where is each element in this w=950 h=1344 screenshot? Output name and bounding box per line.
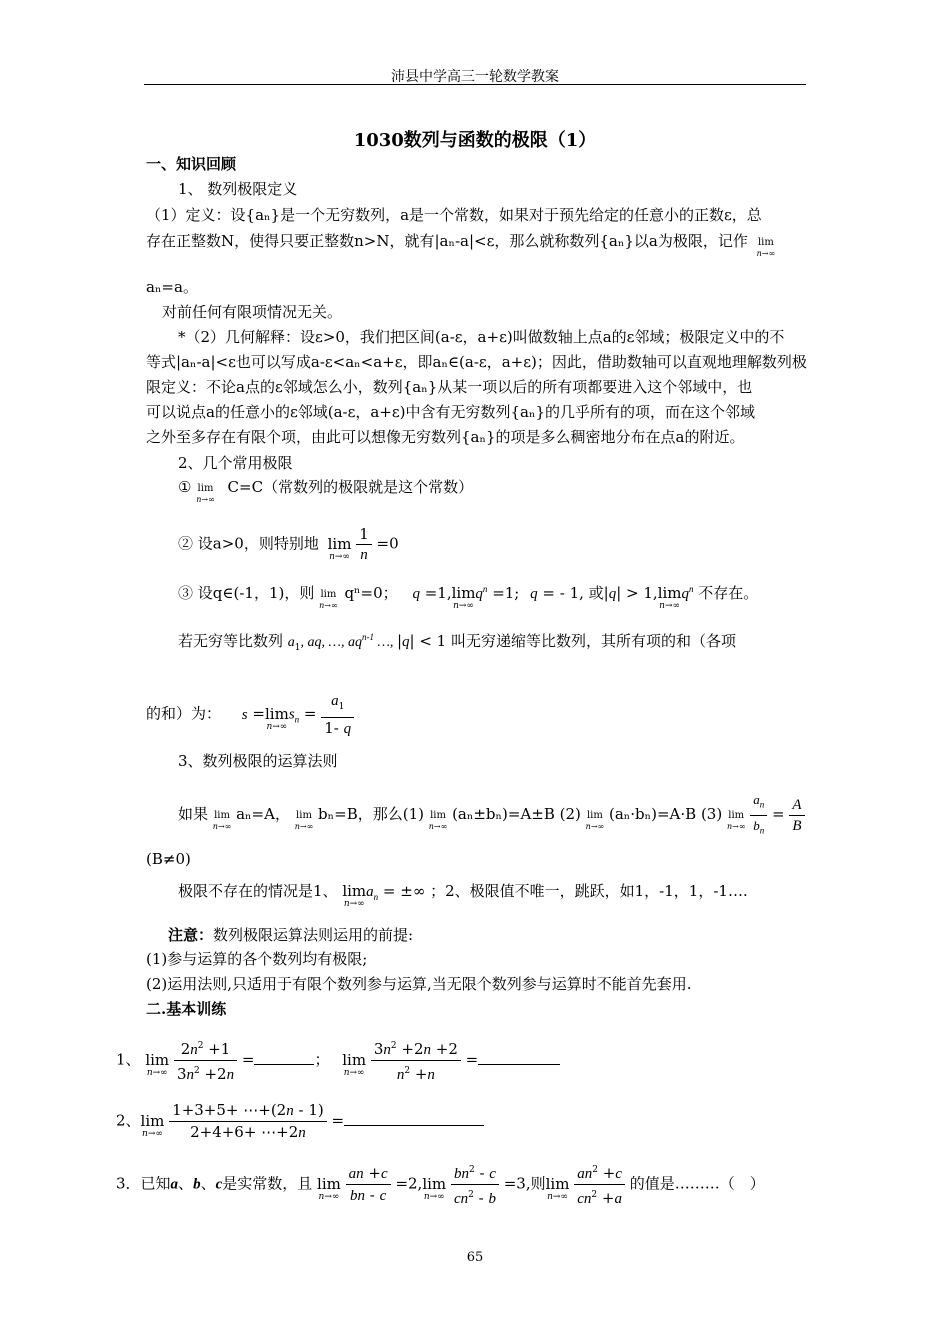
note-text: 数列极限运算法则运用的前提: <box>213 926 414 944</box>
subheading-definition: 1、 数列极限定义 <box>178 180 298 198</box>
note-item-2: (2)运用法则,只适用于有限个数列参与运算,当无限个数列参与运算时不能首先套用. <box>146 975 692 993</box>
geometric-series-pre: 若无穷等比数列 <box>178 632 284 650</box>
no-limit-line: 极限不存在的情况是1、 lim n→∞ $a_n$ = ±∞ ；2、极限值不唯一，跳跃，如1，-1，1，-1…. <box>178 882 748 909</box>
no-limit-post: ；2、极限值不唯一，跳跃，如1，-1，1，-1…. <box>430 882 748 900</box>
exercise-3: 3．已知a、b、c是实常数，且 lim n→∞ $\frac{an +c}{bn - c}$ =2, lim n→∞ $\frac{bn^2 - c}{cn^2 - b}$ =3,则 lim n→∞ $\frac{an^2 +c}{cn^2 +a}$ 的值是………（ ） <box>116 1160 765 1209</box>
common-limit-3: ③ 设q∈(-1，1)，则 lim n→∞ qⁿ=0； q =1, lim n→∞ $q^n =1$; q = - 1, 或|q| > 1, lim n→∞ $q^n$ 不存在。 <box>178 584 759 611</box>
section-2-heading: 二.基本训练 <box>146 1000 227 1018</box>
lim-symbol: lim n→∞ <box>212 810 232 832</box>
lim-symbol: lim n→∞ <box>342 882 367 909</box>
lim-symbol: lim n→∞ <box>726 810 746 832</box>
answer-blank[interactable] <box>344 1111 484 1126</box>
fraction-ex1b: $\frac{3n^2 +2n +2}{n^2 +n}$ <box>371 1036 461 1085</box>
lim-symbol: lim n→∞ <box>428 810 448 832</box>
lim-symbol: lim n→∞ <box>585 810 605 832</box>
geometric-series-post: 叫无穷递缩等比数列，其所有项的和（各项 <box>450 632 736 650</box>
rule-2: (aₙ·bₙ)=A·B (3) <box>608 805 723 824</box>
fraction-A-B: $\frac{A}{B}$ <box>789 795 804 836</box>
common-limit-3-end: 不存在。 <box>698 584 759 602</box>
definition-line-2-text: 存在正整数N，使得只要正整数n>N，就有|aₙ-a|<ε，那么就称数列{aₙ}以a为极限，记作 <box>146 232 748 250</box>
infinite-sum-pre: 的和）为： <box>146 704 222 723</box>
note-label: 注意： <box>168 926 214 944</box>
note-line <box>168 924 413 945</box>
infinite-sum-line: 的和）为： s = lim n→∞ $s_n$ = $\frac{a_1}{1- q}$ <box>146 690 354 739</box>
fraction-ex3c: $\frac{an^2 +c}{cn^2 +a}$ <box>574 1160 625 1209</box>
page-header: 沛县中学高三一轮数学教案 <box>391 69 559 85</box>
rule-condition: (B≠0) <box>146 850 191 868</box>
lim-symbol: lim n→∞ <box>317 1174 341 1202</box>
exercise-3-pre: 3．已知 <box>116 1174 171 1193</box>
lim-symbol: lim n→∞ <box>545 1174 570 1202</box>
page-number: 65 <box>466 1250 484 1265</box>
fraction-1-over-n: $\frac{1}{n}$ <box>356 524 372 565</box>
note-item-1: (1)参与运算的各个数列均有极限; <box>146 950 368 968</box>
lim-symbol: lim n→∞ <box>294 810 314 832</box>
common-limit-1: ① lim n→∞ C=C（常数列的极限就是这个常数） <box>178 478 474 504</box>
lim-symbol: lim n→∞ <box>140 1111 165 1139</box>
answer-blank[interactable] <box>254 1050 314 1065</box>
exercise-2-number: 2、 <box>116 1111 141 1130</box>
lim-symbol: lim n→∞ <box>145 1050 170 1078</box>
no-limit-pre: 极限不存在的情况是1、 <box>178 882 338 900</box>
fraction-an-bn: $\frac{a_n}{b_n}$ <box>750 790 767 840</box>
definition-line-4: 对前任何有限项情况无关。 <box>162 303 343 321</box>
geometric-line-4: 可以说点a的任意小的ε邻域(a-ε，a+ε)中含有无穷数列{aₙ}的几乎所有的项，而在这个邻域 <box>146 403 756 421</box>
subheading-operation-rules: 3、数列极限的运算法则 <box>178 752 338 770</box>
lim-symbol: lim n→∞ <box>319 589 338 610</box>
common-limit-1-text: C=C（常数列的极限就是这个常数） <box>227 478 474 496</box>
lim-symbol: lim n→∞ <box>196 483 215 504</box>
lim-symbol: lim n→∞ <box>451 584 476 611</box>
operation-rules-line: 如果 lim n→∞ aₙ=A， lim n→∞ bₙ=B，那么(1) lim n→∞ (aₙ±bₙ)=A±B (2) lim n→∞ (aₙ·bₙ)=A·B (3) lim n→∞ $\frac{a_n}{b_n}$ = $\frac{A}{B}$ <box>178 790 805 840</box>
common-limit-2: ② 设a>0，则特别地 lim n→∞ $\frac{1}{n}$ =0 <box>178 525 399 563</box>
geometric-line-5: 之外至多存在有限个项，由此可以想像无穷数列{aₙ}的项是多么稠密地分布在点a的附近。 <box>146 428 745 446</box>
fraction-ex3a: $\frac{an +c}{bn - c}$ <box>346 1163 391 1206</box>
lim-symbol: lim n→∞ <box>756 237 776 258</box>
exercise-1-number: 1、 <box>116 1050 141 1069</box>
geometric-series-line: 若无穷等比数列 $a_1$, aq, …, $aq^{n-1}$ …, |q| < 1 叫无穷递缩等比数列，其所有项的和（各项 <box>178 632 736 653</box>
lim-symbol: lim n→∞ <box>342 1050 367 1078</box>
exercise-3-mid: 是实常数，且 <box>222 1174 313 1193</box>
common-limit-3-text: ③ 设q∈(-1，1)，则 <box>178 584 315 602</box>
lim-symbol: lim n→∞ <box>264 704 289 732</box>
fraction-ex3b: $\frac{bn^2 - c}{cn^2 - b}$ <box>451 1160 499 1209</box>
common-limit-2-text: ② 设a>0，则特别地 <box>178 534 319 553</box>
rule-pre: 如果 <box>178 805 209 824</box>
header-rule <box>144 84 806 85</box>
geometric-line-2: 等式|aₙ-a|<ε也可以写成a-ε<aₙ<a+ε，即aₙ∈(a-ε，a+ε)；因此，借助数轴可以直观地理解数列极 <box>146 353 807 371</box>
geometric-line-1: *（2）几何解释：设ε>0，我们把区间(a-ε，a+ε)叫做数轴上点a的ε邻域；极限定义中的不 <box>178 328 785 346</box>
definition-line-3: aₙ=a。 <box>146 278 198 296</box>
exercise-1: 1、 lim n→∞ $\frac{2n^2 +1}{3n^2 +2n}$ = ； lim n→∞ $\frac{3n^2 +2n +2}{n^2 +n}$ = <box>116 1036 560 1085</box>
lesson-title: 1030数列与函数的极限（1） <box>353 130 597 151</box>
definition-line-1: （1）定义：设{aₙ}是一个无穷数列，a是一个常数，如果对于预先给定的任意小的正数ε，总 <box>146 206 762 224</box>
common-limit-3-mid: qⁿ=0； <box>344 584 398 602</box>
subheading-common-limits: 2、几个常用极限 <box>178 454 293 472</box>
fraction-sum: $\frac{a_1}{1- q}$ <box>321 690 354 739</box>
exercise-3-post: 的值是………（ ） <box>629 1174 765 1193</box>
rule-an: aₙ=A， <box>236 805 290 824</box>
section-1-heading: 一、知识回顾 <box>146 155 237 173</box>
definition-line-2 <box>146 230 775 259</box>
answer-blank[interactable] <box>478 1050 560 1065</box>
rule-1: (aₙ±bₙ)=A±B (2) <box>452 805 581 824</box>
fraction-ex2: $\frac{1+3+5+ \cdots+(2n - 1)}{2+4+6+ \cdots+2n}$ <box>169 1100 327 1143</box>
lim-symbol: lim n→∞ <box>422 1174 447 1202</box>
lim-symbol: lim n→∞ <box>657 584 682 611</box>
rule-bn: bₙ=B，那么(1) <box>318 805 424 824</box>
lim-symbol: lim n→∞ <box>327 534 352 562</box>
exercise-2: 2、 lim n→∞ $\frac{1+3+5+ \cdots+(2n - 1)}{2+4+6+ \cdots+2n}$ = <box>116 1100 484 1143</box>
geometric-line-3: 限定义：不论a点的ε邻域怎么小，数列{aₙ}从某一项以后的所有项都要进入这个邻域中，也 <box>146 378 753 396</box>
fraction-ex1a: $\frac{2n^2 +1}{3n^2 +2n}$ <box>174 1036 237 1085</box>
